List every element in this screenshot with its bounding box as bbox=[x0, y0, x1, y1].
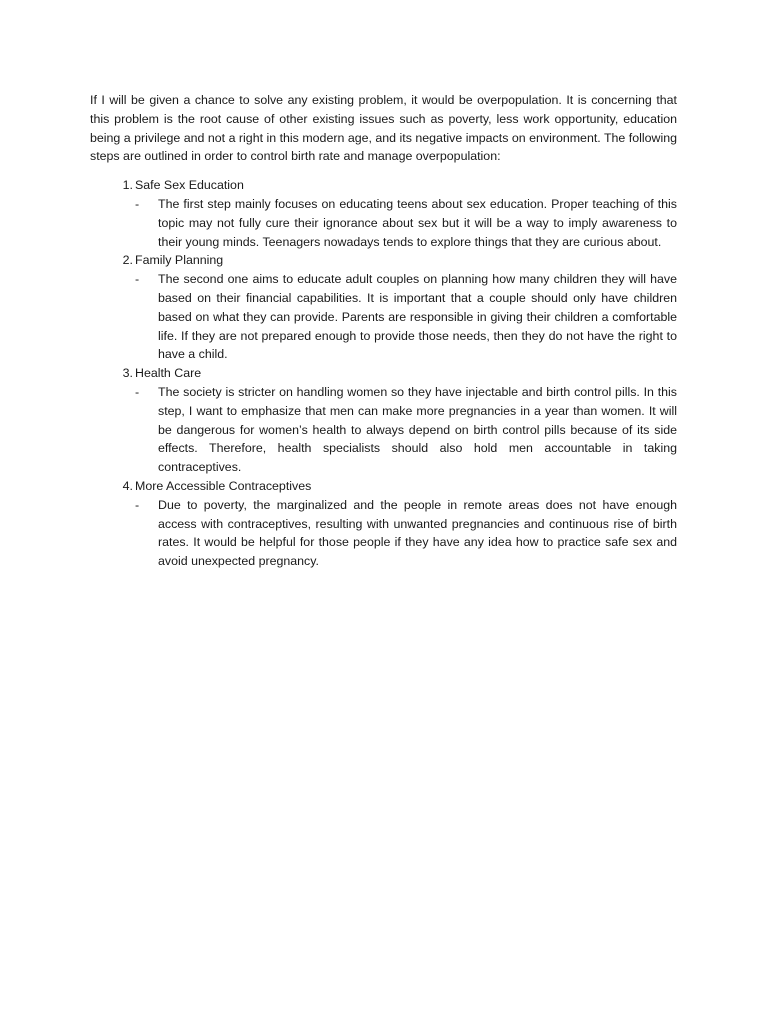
document-page bbox=[90, 91, 677, 571]
dash-bullet: - bbox=[135, 272, 140, 287]
step-title: Health Care bbox=[135, 366, 202, 381]
step-number: 1. bbox=[122, 178, 133, 193]
step-number: 2. bbox=[122, 253, 133, 268]
dash-bullet: - bbox=[135, 497, 140, 512]
steps-list bbox=[90, 176, 677, 571]
step-heading bbox=[90, 364, 677, 383]
intro-paragraph: If I will be given a chance to solve any existing problem, it would be overpopulation. It is concerning that this problem is the root cause of other existing issues such as poverty, less work opportunity, education being a privilege and not a right in this modern age, and its negative impacts on environment. The following steps are outlined in order to control birth rate and manage overpopulation: bbox=[90, 93, 677, 164]
step-detail bbox=[90, 270, 677, 364]
step-detail-text: The society is stricter on handling women so they have injectable and birth control pills. In this step, I want to emphasize that men can make more pregnancies in a year than women. It will be dangerous for women’s health to always depend on birth control pills because of its side effects. Therefore, health specialists should also hold men accountable in taking contraceptives. bbox=[158, 384, 677, 475]
step-title: More Accessible Contraceptives bbox=[135, 478, 312, 493]
dash-bullet: - bbox=[135, 196, 140, 211]
step-item bbox=[90, 251, 677, 364]
step-item bbox=[90, 364, 677, 477]
step-title: Safe Sex Education bbox=[135, 178, 244, 193]
step-detail bbox=[90, 496, 677, 571]
step-detail-text: The second one aims to educate adult couples on planning how many children they will have based on their financial capabilities. It is important that a couple should only have children based on what they can provide. Parents are responsible in giving their children a comfortable life. If they are not prepared enough to provide those needs, then they do not have the right to have a child. bbox=[158, 272, 677, 362]
step-heading bbox=[90, 477, 677, 496]
step-item bbox=[90, 176, 677, 251]
step-heading bbox=[90, 251, 677, 270]
step-detail bbox=[90, 383, 677, 477]
step-detail bbox=[90, 195, 677, 251]
step-title: Family Planning bbox=[135, 253, 224, 268]
step-number: 4. bbox=[122, 478, 133, 493]
step-heading bbox=[90, 176, 677, 195]
step-item bbox=[90, 477, 677, 571]
step-detail-text: The first step mainly focuses on educating teens about sex education. Proper teaching of this topic may not fully cure their ignorance about sex but it will be a way to imply awareness to their young minds. Teenagers nowadays tends to explore things that they are curious about. bbox=[158, 196, 677, 249]
dash-bullet: - bbox=[135, 384, 140, 399]
step-number: 3. bbox=[122, 366, 133, 381]
step-detail-text: Due to poverty, the marginalized and the people in remote areas does not have enough access with contraceptives, resulting with unwanted pregnancies and continuous rise of birth rates. It would be helpful for those people if they have any idea how to practice safe sex and avoid unexpected pregnancy. bbox=[158, 497, 677, 569]
